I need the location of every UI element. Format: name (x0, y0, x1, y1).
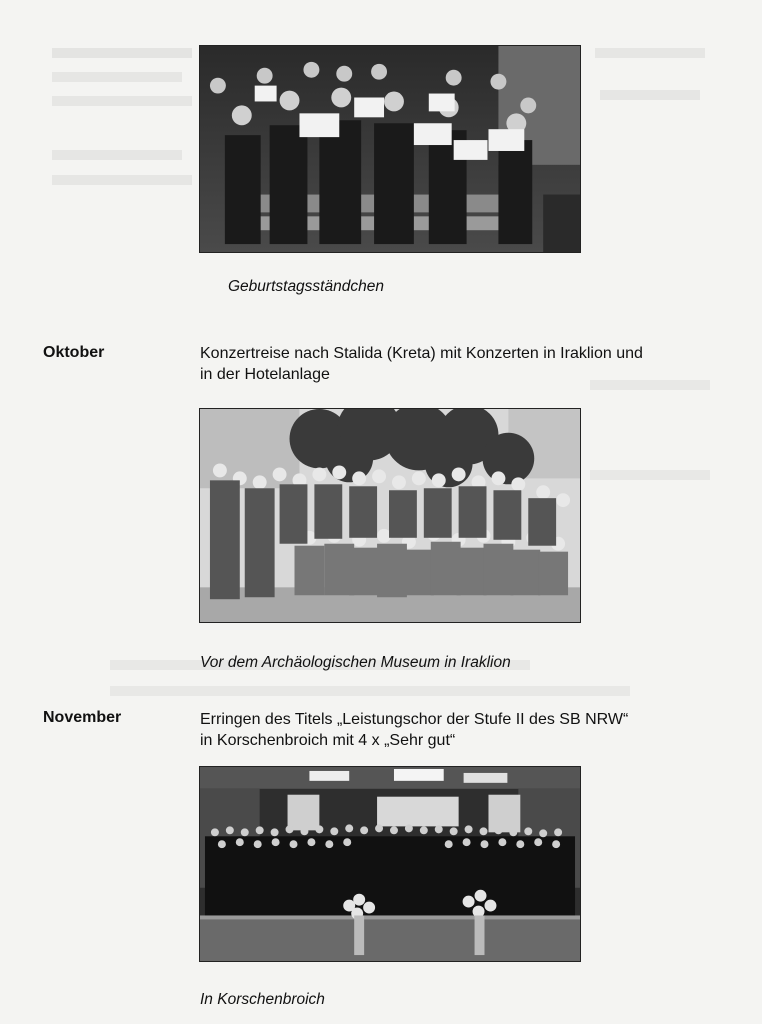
photo-korschenbroich-stage (199, 766, 581, 962)
month-november: November (43, 709, 122, 726)
caption-birthday-serenade: Geburtstagsständchen (228, 278, 384, 295)
month-oktober: Oktober (43, 344, 105, 361)
photo-birthday-serenade-image (200, 46, 580, 252)
caption-museum-iraklion: Vor dem Archäologischen Museum in Iraklion (200, 654, 511, 671)
description-november (200, 709, 730, 751)
description-november-line-2: in Korschenbroich mit 4 x „Sehr gut“ (200, 732, 456, 749)
description-oktober-line-2: in der Hotelanlage (200, 366, 330, 383)
caption-korschenbroich: In Korschenbroich (200, 991, 325, 1008)
photo-museum-iraklion (199, 408, 581, 623)
photo-museum-iraklion-image (200, 409, 580, 622)
photo-korschenbroich-stage-image (200, 767, 580, 961)
description-oktober-line-1: Konzertreise nach Stalida (Kreta) mit Konzerten in Iraklion und (200, 345, 643, 362)
description-oktober (200, 343, 730, 385)
photo-birthday-serenade (199, 45, 581, 253)
description-november-line-1: Erringen des Titels „Leistungschor der Stufe II des SB NRW“ (200, 711, 629, 728)
